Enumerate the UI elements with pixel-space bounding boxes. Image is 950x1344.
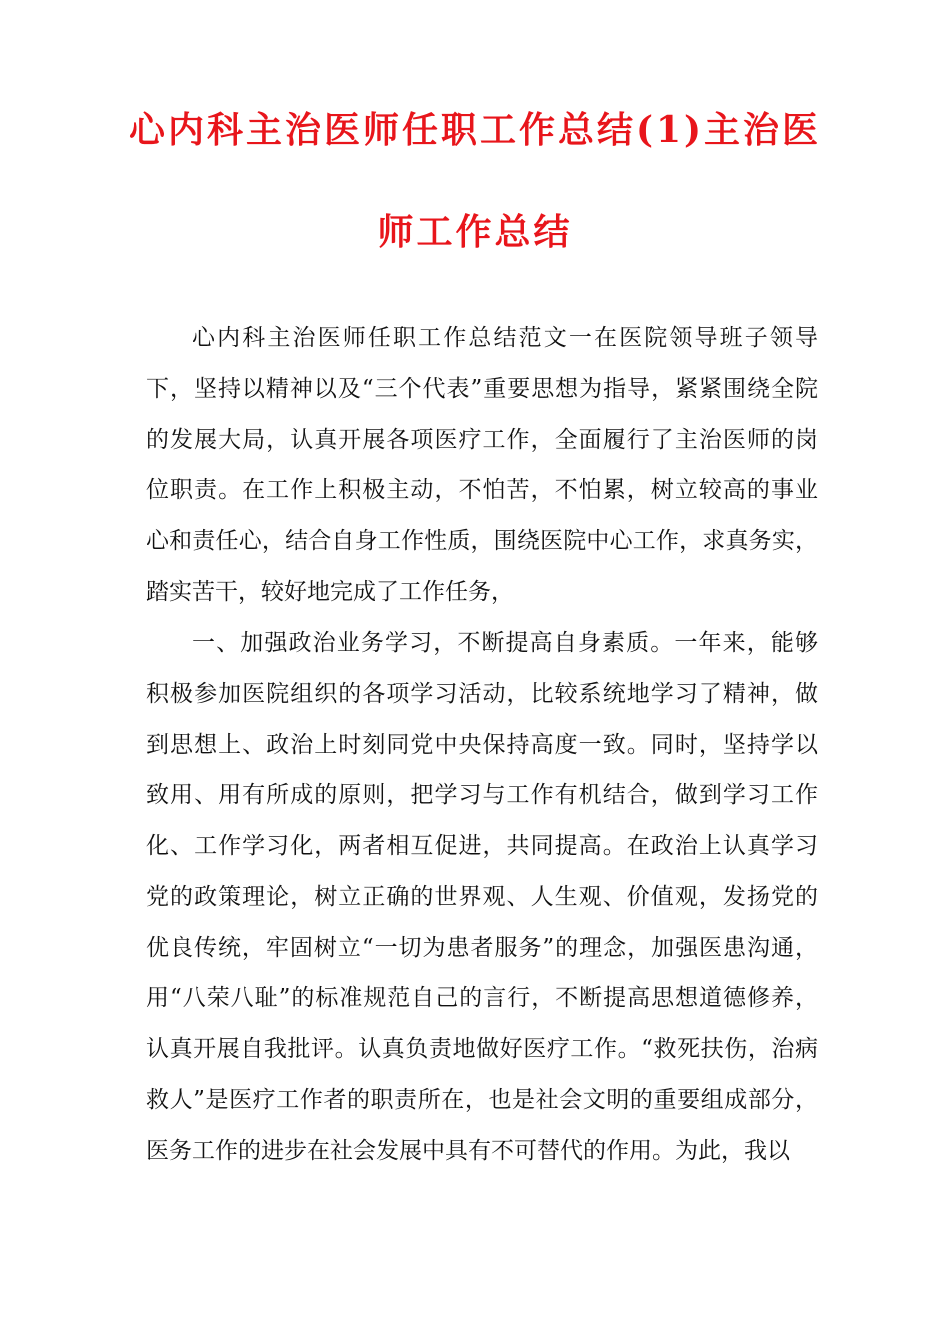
paragraph-line: 救人”是医疗工作者的职责所在，也是社会文明的重要组成部分， [146, 1087, 818, 1113]
paragraph-line: 下，坚持以精神以及“三个代表”重要思想为指导，紧紧围绕全院 [146, 376, 818, 402]
paragraph-line: 积极参加医院组织的各项学习活动，比较系统地学习了精神，做 [146, 681, 818, 707]
paragraph-line: 优良传统，牢固树立“一切为患者服务”的理念，加强医患沟通， [146, 935, 818, 961]
paragraph-line: 到思想上、政治上时刻同党中央保持高度一致。同时，坚持学以 [146, 732, 818, 758]
paragraph-line: 的发展大局，认真开展各项医疗工作，全面履行了主治医师的岗 [146, 427, 818, 453]
paragraph-line: 致用、用有所成的原则，把学习与工作有机结合，做到学习工作 [146, 782, 818, 808]
paragraph-line: 党的政策理论，树立正确的世界观、人生观、价值观，发扬党的 [146, 884, 818, 910]
paragraph-line: 心内科主治医师任职工作总结范文一在医院领导班子领导 [192, 325, 818, 351]
paragraph-line: 踏实苦干，较好地完成了工作任务， [146, 579, 514, 605]
paragraph-line: 位职责。在工作上积极主动，不怕苦，不怕累，树立较高的事业 [146, 477, 818, 503]
paragraph-line: 心和责任心，结合自身工作性质，围绕医院中心工作，求真务实， [146, 528, 818, 554]
paragraph-line: 医务工作的进步在社会发展中具有不可替代的作用。为此，我以 [146, 1138, 790, 1164]
document-title-line-2: 师工作总结 [377, 211, 573, 253]
paragraph-line: 化、工作学习化，两者相互促进，共同提高。在政治上认真学习 [146, 833, 818, 859]
paragraph-line: 用“八荣八耻”的标准规范自己的言行，不断提高思想道德修养， [146, 985, 818, 1011]
document-title-line-1: 心内科主治医师任职工作总结(1)主治医 [128, 109, 822, 151]
paragraph-line: 一、加强政治业务学习，不断提高自身素质。一年来，能够 [192, 630, 818, 656]
paragraph-line: 认真开展自我批评。认真负责地做好医疗工作。“救死扶伤，治病 [146, 1036, 818, 1062]
